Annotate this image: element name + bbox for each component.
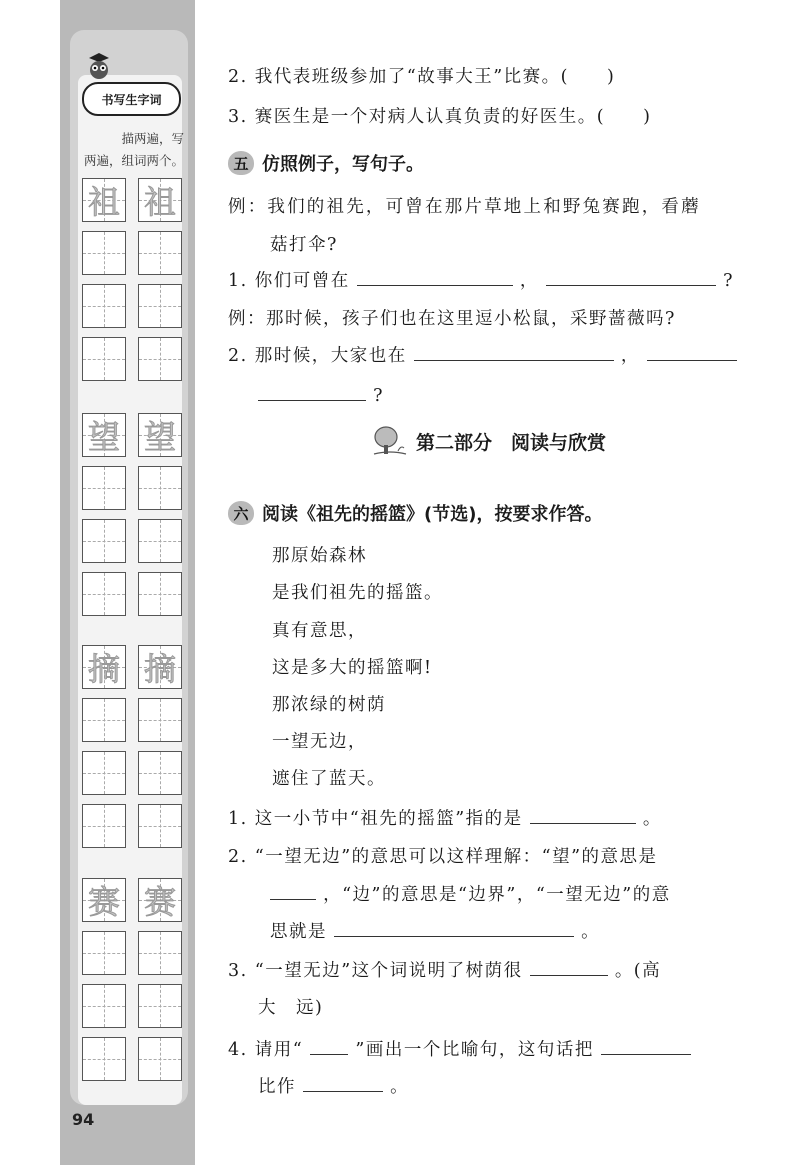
poem-line: 遮住了蓝天。 bbox=[272, 769, 386, 789]
question-text: 思就是 bbox=[270, 922, 327, 942]
writing-cell[interactable] bbox=[138, 804, 182, 848]
writing-cell[interactable] bbox=[138, 572, 182, 616]
poem-line: 真有意思， bbox=[272, 621, 367, 641]
question-text: 1. 你们可曾在 bbox=[228, 271, 350, 291]
question-6-4-cont bbox=[258, 1073, 409, 1098]
answer-blank[interactable] bbox=[601, 1036, 691, 1055]
owl-mascot-icon bbox=[86, 52, 112, 80]
question-5-1 bbox=[228, 267, 734, 292]
question-6-1 bbox=[228, 805, 662, 830]
writing-cell[interactable] bbox=[82, 698, 126, 742]
writing-cell[interactable] bbox=[138, 1037, 182, 1081]
question-text: 3. “一望无边”这个词说明了树荫很 bbox=[228, 961, 523, 981]
trace-character-cell[interactable] bbox=[138, 878, 182, 922]
trace-character-cell[interactable] bbox=[82, 413, 126, 457]
question-6-3 bbox=[228, 957, 661, 982]
trace-character: 祖 bbox=[87, 183, 120, 221]
trace-character: 祖 bbox=[143, 183, 176, 221]
section-title: 阅读《祖先的摇篮》(节选)，按要求作答。 bbox=[262, 504, 603, 525]
question-text: ”画出一个比喻句，这句话把 bbox=[355, 1040, 594, 1060]
question-6-3-options: 大 远) bbox=[258, 998, 324, 1018]
punctuation: 。 bbox=[390, 1077, 410, 1097]
answer-blank[interactable] bbox=[647, 342, 737, 361]
writing-cell[interactable] bbox=[138, 284, 182, 328]
writing-cell[interactable] bbox=[82, 284, 126, 328]
poem-line: 这是多大的摇篮啊! bbox=[272, 658, 433, 678]
answer-blank[interactable] bbox=[530, 957, 608, 976]
writing-cell[interactable] bbox=[82, 231, 126, 275]
answer-blank[interactable] bbox=[334, 918, 574, 937]
trace-character: 摘 bbox=[87, 650, 120, 688]
writing-cell[interactable] bbox=[82, 751, 126, 795]
answer-blank[interactable] bbox=[414, 342, 614, 361]
question-text: 。(高 bbox=[614, 961, 662, 981]
answer-blank[interactable] bbox=[310, 1036, 348, 1055]
sidebar-instruction bbox=[84, 128, 184, 172]
section-5-heading bbox=[228, 150, 424, 176]
sidebar-note-line: 两遍，组词两个。 bbox=[84, 153, 185, 168]
trace-character-cell[interactable] bbox=[138, 413, 182, 457]
part-title-text: 第二部分 阅读与欣赏 bbox=[416, 431, 607, 454]
punctuation: ? bbox=[723, 271, 734, 291]
sidebar-note-line: 描两遍，写 bbox=[121, 131, 184, 146]
punctuation: 。 bbox=[581, 922, 601, 942]
trace-character-cell[interactable] bbox=[138, 178, 182, 222]
poem-line: 那浓绿的树荫 bbox=[272, 695, 386, 715]
trace-character-cell[interactable] bbox=[82, 645, 126, 689]
punctuation: ， bbox=[519, 271, 539, 291]
question-6-2-line-2 bbox=[270, 881, 671, 906]
sidebar-title: 书写生字词 bbox=[82, 82, 181, 116]
trace-character: 赛 bbox=[87, 883, 120, 921]
writing-cell[interactable] bbox=[138, 466, 182, 510]
trace-character-cell[interactable] bbox=[82, 178, 126, 222]
poem-line: 一望无边， bbox=[272, 732, 367, 752]
question-text: ，“边”的意思是“边界”，“一望无边”的意 bbox=[323, 885, 671, 905]
judge-item-2: 2. 我代表班级参加了“故事大王”比赛。( ) bbox=[228, 67, 616, 87]
section-6-heading bbox=[228, 500, 602, 526]
answer-blank[interactable] bbox=[357, 267, 513, 286]
writing-cell[interactable] bbox=[82, 1037, 126, 1081]
writing-cell[interactable] bbox=[138, 231, 182, 275]
example-2: 例：那时候，孩子们也在这里逗小松鼠，采野蔷薇吗? bbox=[228, 309, 676, 329]
writing-cell[interactable] bbox=[82, 337, 126, 381]
answer-blank[interactable] bbox=[270, 881, 316, 900]
trace-character: 望 bbox=[87, 418, 120, 456]
writing-cell[interactable] bbox=[82, 984, 126, 1028]
trace-character-cell[interactable] bbox=[138, 645, 182, 689]
writing-cell[interactable] bbox=[82, 519, 126, 563]
answer-blank[interactable] bbox=[546, 267, 716, 286]
judge-item-3: 3. 赛医生是一个对病人认真负责的好医生。( ) bbox=[228, 107, 652, 127]
question-text: 4. 请用“ bbox=[228, 1040, 304, 1060]
poem-line: 那原始森林 bbox=[272, 546, 367, 566]
trace-character: 摘 bbox=[143, 650, 176, 688]
example-1-line-2: 菇打伞? bbox=[270, 235, 338, 255]
writing-cell[interactable] bbox=[138, 519, 182, 563]
part-2-title bbox=[372, 425, 606, 457]
writing-cell[interactable] bbox=[138, 984, 182, 1028]
punctuation: 。 bbox=[642, 809, 662, 829]
writing-cell[interactable] bbox=[138, 751, 182, 795]
question-5-2-cont bbox=[258, 382, 384, 406]
writing-cell[interactable] bbox=[82, 572, 126, 616]
poem-line: 是我们祖先的摇篮。 bbox=[272, 583, 443, 603]
writing-cell[interactable] bbox=[82, 804, 126, 848]
tree-icon bbox=[372, 425, 408, 457]
trace-character: 赛 bbox=[143, 883, 176, 921]
question-text: 比作 bbox=[258, 1077, 296, 1097]
question-text: 1. 这一小节中“祖先的摇篮”指的是 bbox=[228, 809, 523, 829]
question-6-2-line-1: 2. “一望无边”的意思可以这样理解：“望”的意思是 bbox=[228, 847, 658, 867]
answer-blank[interactable] bbox=[258, 382, 366, 401]
trace-character-cell[interactable] bbox=[82, 878, 126, 922]
trace-character: 望 bbox=[143, 418, 176, 456]
punctuation: ， bbox=[620, 346, 640, 366]
section-badge: 五 bbox=[228, 151, 254, 175]
writing-cell[interactable] bbox=[138, 698, 182, 742]
answer-blank[interactable] bbox=[303, 1073, 383, 1092]
writing-cell[interactable] bbox=[82, 931, 126, 975]
question-5-2 bbox=[228, 342, 737, 367]
example-1-line-1: 例：我们的祖先，可曾在那片草地上和野兔赛跑，看蘑 bbox=[228, 197, 701, 217]
question-text: 2. 那时候，大家也在 bbox=[228, 346, 407, 366]
question-6-4 bbox=[228, 1036, 691, 1061]
punctuation: ? bbox=[373, 386, 384, 406]
writing-cell[interactable] bbox=[138, 931, 182, 975]
writing-cell[interactable] bbox=[138, 337, 182, 381]
section-title: 仿照例子，写句子。 bbox=[262, 154, 424, 175]
answer-blank[interactable] bbox=[530, 805, 636, 824]
page-number: 94 bbox=[72, 1110, 95, 1129]
writing-cell[interactable] bbox=[82, 466, 126, 510]
question-6-2-line-3 bbox=[270, 918, 600, 943]
section-badge: 六 bbox=[228, 501, 254, 525]
